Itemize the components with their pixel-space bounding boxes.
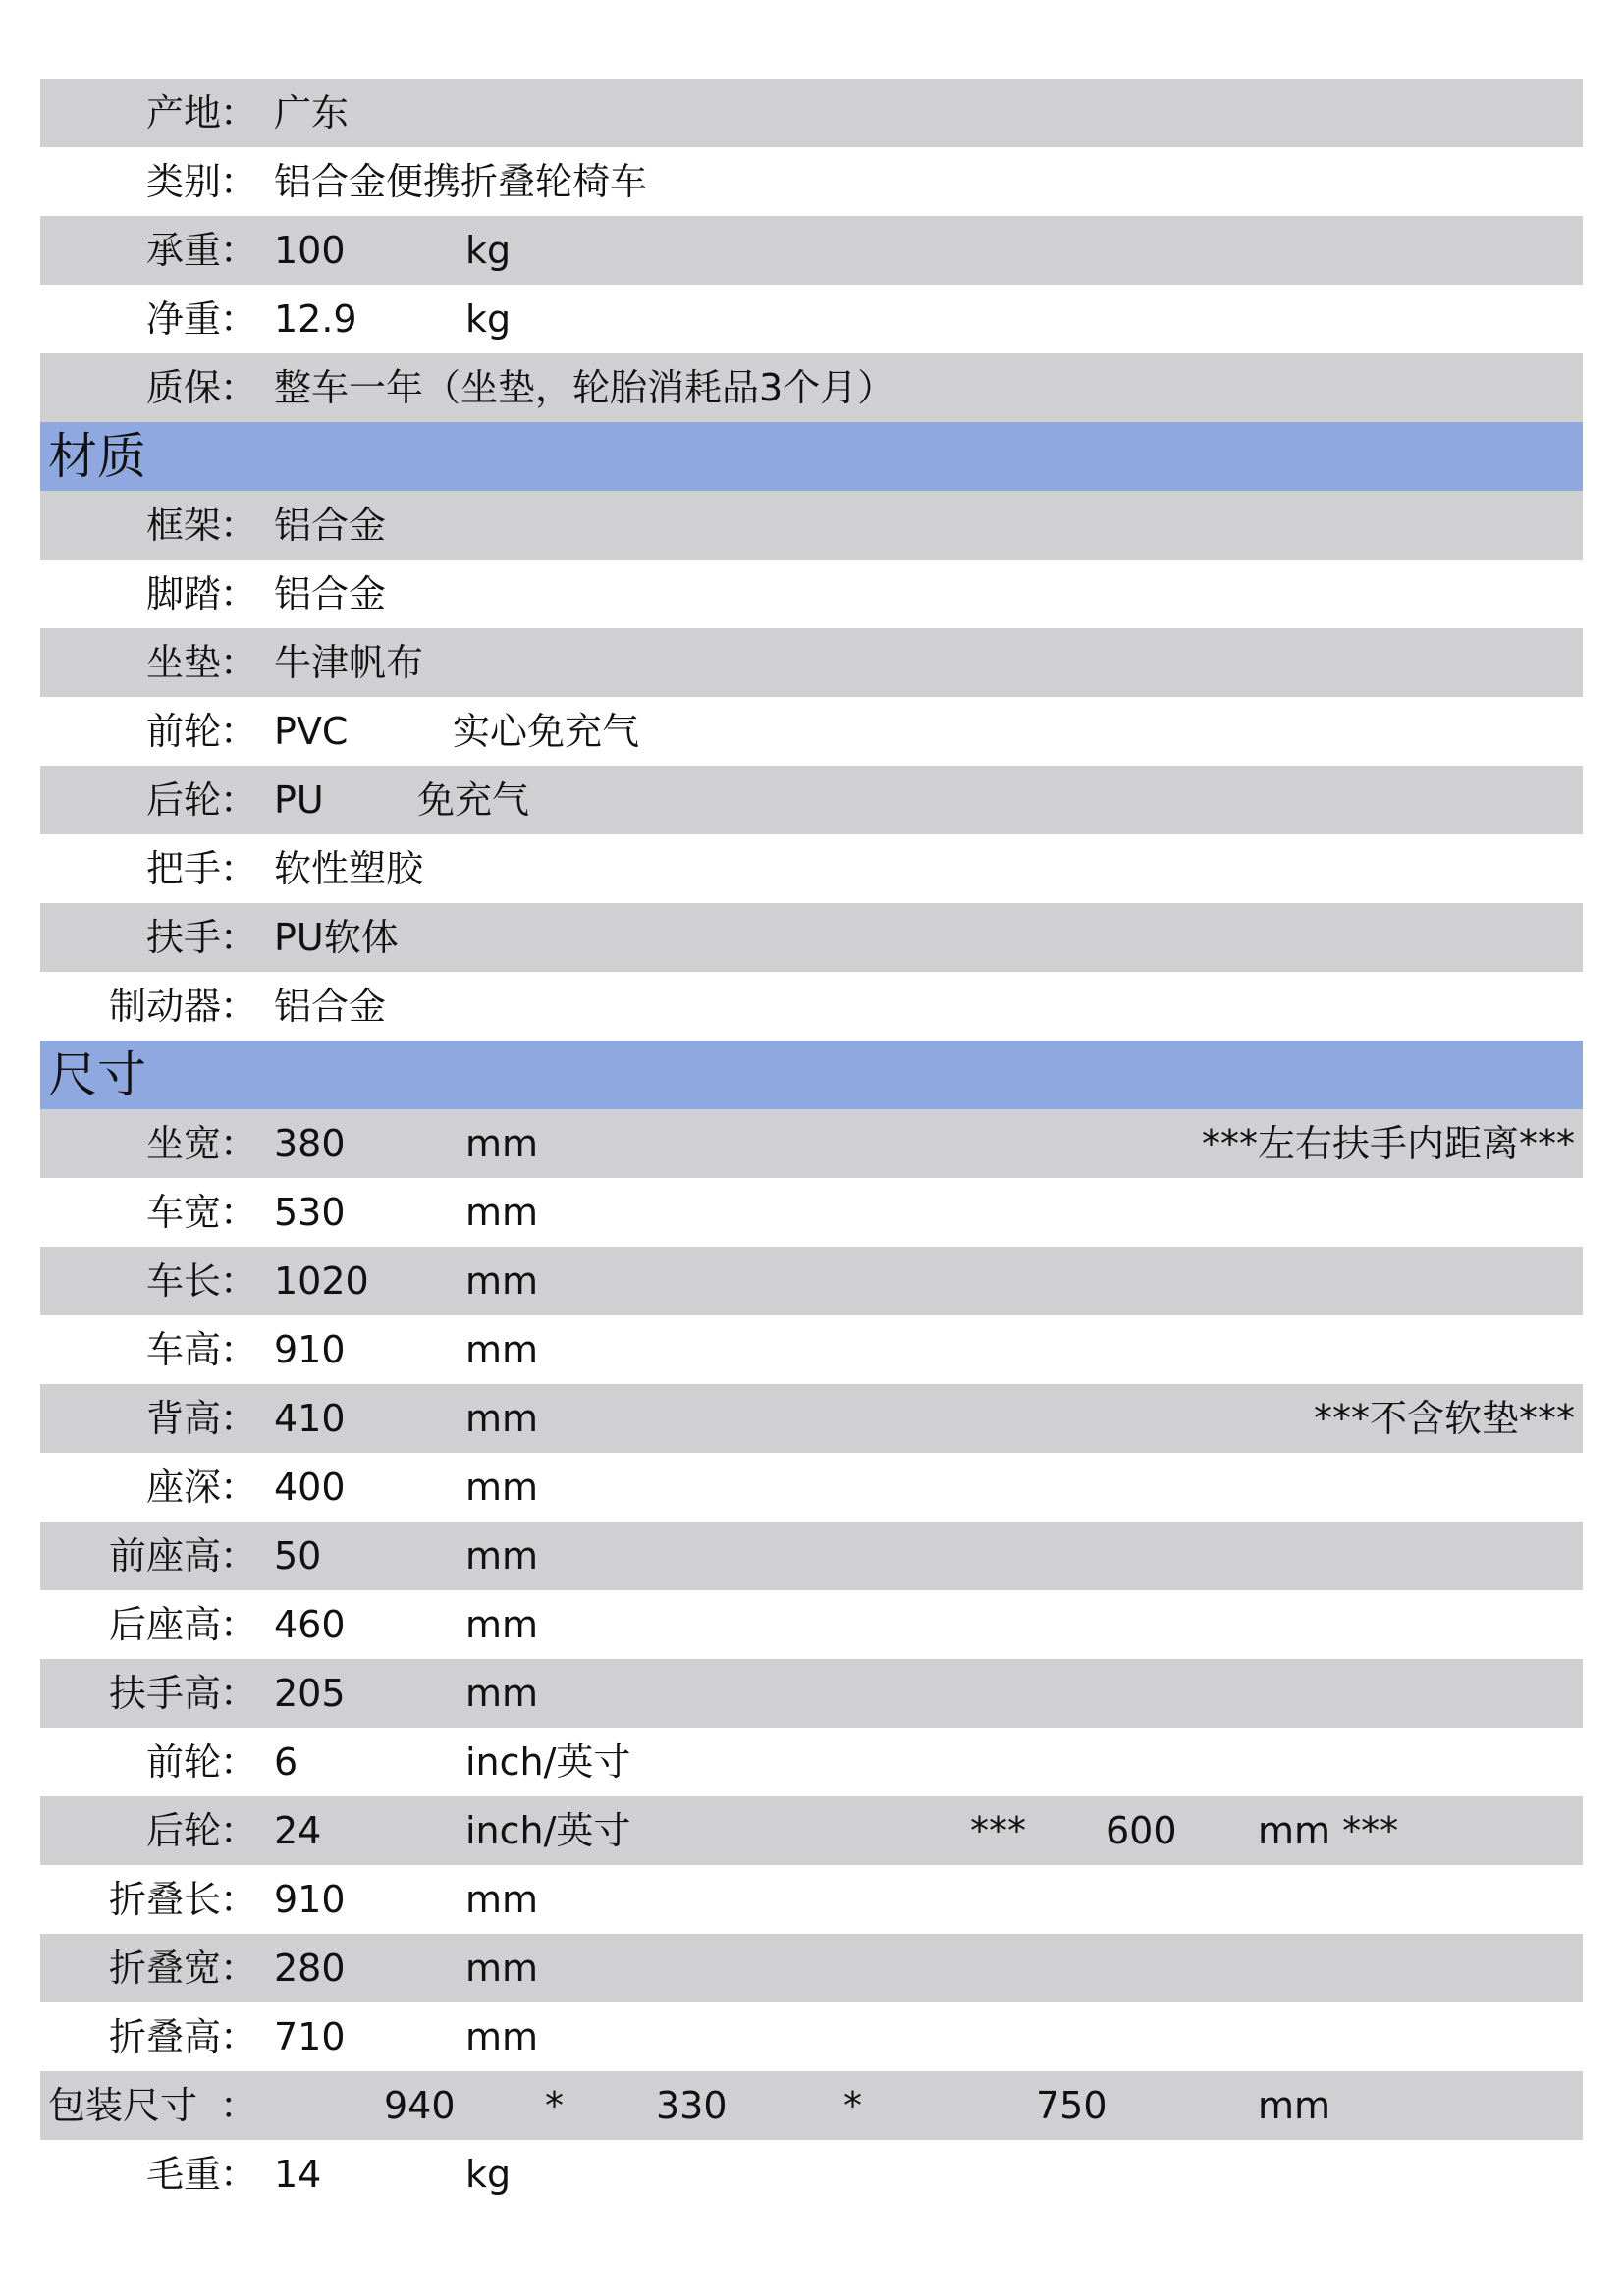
spec-unit: kg xyxy=(465,229,512,272)
spec-unit: mm xyxy=(465,1947,539,1990)
spec-colon: ： xyxy=(220,160,258,203)
spec-colon: ： xyxy=(220,710,258,753)
spec-label: 折叠长 xyxy=(108,1878,221,1921)
spec-colon: ： xyxy=(220,1809,258,1852)
spec-colon: ： xyxy=(220,1397,258,1440)
spec-label: 承重 xyxy=(145,229,221,272)
spec-colon: ： xyxy=(220,641,258,684)
spec-label: 净重 xyxy=(145,297,221,341)
spec-value: PU软体 xyxy=(274,916,399,959)
spec-label: 产地 xyxy=(145,91,221,134)
section-title: 尺寸 xyxy=(48,1046,146,1103)
spec-value: 910 xyxy=(274,1878,346,1921)
spec-label: 框架 xyxy=(145,504,221,547)
spec-row-load xyxy=(40,216,1583,285)
spec-row-rear-wheel-size xyxy=(40,1796,1583,1865)
spec-colon: ： xyxy=(220,1672,258,1715)
spec-colon: ： xyxy=(220,1878,258,1921)
spec-label: 前轮 xyxy=(145,710,221,753)
spec-label: 前轮 xyxy=(145,1740,221,1784)
spec-colon: ： xyxy=(220,1191,258,1234)
spec-row-armrest-height xyxy=(40,1659,1583,1728)
spec-colon: ： xyxy=(220,1122,258,1165)
spec-row-warranty xyxy=(40,353,1583,422)
spec-row-chair-length xyxy=(40,1247,1583,1315)
spec-label: 后轮 xyxy=(145,778,221,822)
spec-unit: mm xyxy=(465,1259,539,1303)
spec-colon: ： xyxy=(220,572,258,615)
spec-colon: ： xyxy=(220,1466,258,1509)
spec-unit: mm xyxy=(465,1466,539,1509)
spec-colon: ： xyxy=(220,1947,258,1990)
spec-row-net-weight xyxy=(40,285,1583,353)
spec-colon: ： xyxy=(220,504,258,547)
spec-value: 铝合金 xyxy=(274,572,387,615)
spec-value: 铝合金 xyxy=(274,985,387,1028)
spec-row-chair-width xyxy=(40,1178,1583,1247)
spec-label: 扶手 xyxy=(145,916,221,959)
spec-note: ***左右扶手内距离*** xyxy=(1201,1122,1575,1165)
spec-row-gross-weight xyxy=(40,2140,1583,2209)
spec-label: 折叠高 xyxy=(108,2015,221,2058)
spec-row-footrest xyxy=(40,560,1583,628)
section-title: 材质 xyxy=(48,428,146,485)
spec-colon: ： xyxy=(220,847,258,890)
spec-value: 460 xyxy=(274,1603,346,1646)
spec-row-handle xyxy=(40,834,1583,903)
spec-value: 50 xyxy=(274,1534,322,1577)
spec-unit: inch/英寸 xyxy=(465,1809,631,1852)
spec-colon: ： xyxy=(220,1740,258,1784)
spec-colon: ： xyxy=(220,778,258,822)
spec-row-folded-width xyxy=(40,1934,1583,2002)
spec-label: 折叠宽 xyxy=(108,1947,221,1990)
spec-sheet xyxy=(40,79,1583,2209)
spec-colon: ： xyxy=(220,1534,258,1577)
package-length: 940 xyxy=(384,2084,456,2127)
spec-value: 530 xyxy=(274,1191,346,1234)
spec-value: 牛津帆布 xyxy=(274,641,424,684)
spec-label: 座深 xyxy=(145,1466,221,1509)
wheel-note-stars: *** xyxy=(970,1809,1026,1852)
spec-label: 车高 xyxy=(145,1328,221,1371)
spec-row-front-wheel-material xyxy=(40,697,1583,766)
spec-row-front-wheel-size xyxy=(40,1728,1583,1796)
spec-label: 包装尺寸 xyxy=(48,2084,198,2127)
spec-value: 14 xyxy=(274,2153,322,2196)
spec-row-front-seat-height xyxy=(40,1522,1583,1590)
spec-value: 205 xyxy=(274,1672,346,1715)
package-width: 330 xyxy=(656,2084,728,2127)
spec-extra: 实心免充气 xyxy=(453,710,640,753)
spec-colon: ： xyxy=(220,1603,258,1646)
spec-value: 铝合金 xyxy=(274,504,387,547)
spec-label: 毛重 xyxy=(145,2153,221,2196)
spec-label: 脚踏 xyxy=(145,572,221,615)
spec-colon: ： xyxy=(220,366,258,409)
section-header-size xyxy=(40,1041,1583,1109)
spec-unit: mm xyxy=(465,1122,539,1165)
spec-value: 12.9 xyxy=(274,297,357,341)
spec-label: 后座高 xyxy=(108,1603,221,1646)
spec-colon: ： xyxy=(220,2153,258,2196)
spec-label: 前座高 xyxy=(108,1534,221,1577)
spec-note: ***不含软垫*** xyxy=(1313,1397,1575,1440)
spec-unit: mm xyxy=(465,1672,539,1715)
wheel-note-unit: mm *** xyxy=(1258,1809,1399,1852)
spec-value: 410 xyxy=(274,1397,346,1440)
spec-colon: ： xyxy=(220,91,258,134)
spec-value: 软性塑胶 xyxy=(274,847,424,890)
spec-unit: mm xyxy=(465,1328,539,1371)
spec-label: 类别 xyxy=(145,160,221,203)
spec-value: 100 xyxy=(274,229,346,272)
spec-unit: inch/英寸 xyxy=(465,1740,631,1784)
spec-label: 扶手高 xyxy=(108,1672,221,1715)
spec-colon: ： xyxy=(220,2084,258,2127)
spec-value: 910 xyxy=(274,1328,346,1371)
spec-label: 制动器 xyxy=(108,985,221,1028)
spec-value: PVC xyxy=(274,710,349,753)
spec-label: 坐垫 xyxy=(145,641,221,684)
spec-label: 坐宽 xyxy=(145,1122,221,1165)
spec-unit: mm xyxy=(465,2015,539,2058)
spec-row-package-size xyxy=(40,2071,1583,2140)
spec-colon: ： xyxy=(220,1259,258,1303)
spec-value: 广东 xyxy=(274,91,350,134)
spec-unit: kg xyxy=(465,2153,512,2196)
package-height: 750 xyxy=(1036,2084,1108,2127)
spec-row-rear-seat-height xyxy=(40,1590,1583,1659)
spec-colon: ： xyxy=(220,229,258,272)
spec-row-seat-width xyxy=(40,1109,1583,1178)
spec-label: 后轮 xyxy=(145,1809,221,1852)
spec-value: 6 xyxy=(274,1740,298,1784)
spec-row-chair-height xyxy=(40,1315,1583,1384)
spec-label: 质保 xyxy=(145,366,221,409)
spec-value: 710 xyxy=(274,2015,346,2058)
spec-unit: mm xyxy=(465,1603,539,1646)
spec-value: 380 xyxy=(274,1122,346,1165)
spec-label: 背高 xyxy=(145,1397,221,1440)
spec-row-frame xyxy=(40,491,1583,560)
spec-row-seat-depth xyxy=(40,1453,1583,1522)
spec-row-cushion xyxy=(40,628,1583,697)
package-separator: * xyxy=(843,2084,862,2127)
spec-value: 整车一年（坐垫，轮胎消耗品3个月） xyxy=(274,366,895,409)
spec-colon: ： xyxy=(220,916,258,959)
spec-colon: ： xyxy=(220,2015,258,2058)
spec-unit: mm xyxy=(465,1397,539,1440)
spec-unit: mm xyxy=(465,1534,539,1577)
spec-value: PU xyxy=(274,778,324,822)
spec-unit: kg xyxy=(465,297,512,341)
spec-unit: mm xyxy=(465,1878,539,1921)
spec-value: 1020 xyxy=(274,1259,369,1303)
wheel-note-value: 600 xyxy=(1106,1809,1177,1852)
spec-value: 400 xyxy=(274,1466,346,1509)
package-separator: * xyxy=(545,2084,564,2127)
spec-label: 车宽 xyxy=(145,1191,221,1234)
spec-row-rear-wheel-material xyxy=(40,766,1583,834)
spec-row-origin xyxy=(40,79,1583,147)
spec-row-brake xyxy=(40,972,1583,1041)
spec-label: 把手 xyxy=(145,847,221,890)
section-header-material xyxy=(40,422,1583,491)
spec-value: 280 xyxy=(274,1947,346,1990)
spec-value: 铝合金便携折叠轮椅车 xyxy=(274,160,648,203)
spec-row-folded-length xyxy=(40,1865,1583,1934)
spec-row-folded-height xyxy=(40,2002,1583,2071)
spec-colon: ： xyxy=(220,1328,258,1371)
spec-value: 24 xyxy=(274,1809,322,1852)
package-unit: mm xyxy=(1258,2084,1331,2127)
spec-colon: ： xyxy=(220,297,258,341)
spec-unit: mm xyxy=(465,1191,539,1234)
spec-row-back-height xyxy=(40,1384,1583,1453)
spec-row-category xyxy=(40,147,1583,216)
spec-row-armrest-material xyxy=(40,903,1583,972)
spec-label: 车长 xyxy=(145,1259,221,1303)
spec-colon: ： xyxy=(220,985,258,1028)
spec-extra: 免充气 xyxy=(417,778,530,822)
